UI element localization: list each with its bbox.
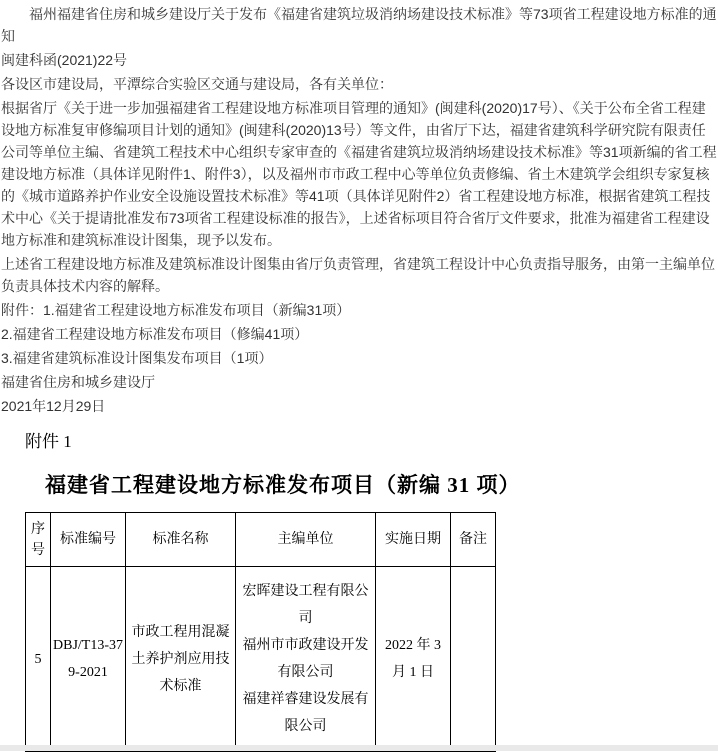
attachment-line-2: 2.福建省工程建设地方标准发布项目（修编41项） — [1, 326, 309, 342]
issue-date: 2021年12月29日 — [1, 398, 106, 414]
notice-title: 福州福建省住房和城乡建设厅关于发布《福建省建筑垃圾消纳场建设技术标准》等73项省工程建设地方标准的通知 — [1, 6, 717, 44]
doc-number: 闽建科函(2021)22号 — [1, 52, 128, 68]
body-paragraph-1: 根据省厅《关于进一步加强福建省工程建设地方标准项目管理的通知》(闽建科(2020)17号）、《关于公布全省工程建设地方标准复审修编项目计划的通知》(闽建科(2020)13号）等文件，由省厅下达，福建省建筑科学研究院有限责任公司等单位主编、省建筑工程技术中心组织专家审查的《福建省建筑垃圾消纳场建设技术标准》等31项新编的省工程建设地方标准（具体详见附件1、附件3），以及福州市市政工程中心等单位负责修编、省土木建筑学会组织专家复核的《城市道路养护作业安全设施设置技术标准》等41项（具体详见附件2）省工程建设地方标准，根据省建筑工程技术中心《关于提请批准发布73项省工程建设标准的报告》，上述省标项目符合省厅文件要求，批准为福建省工程建设地方标准和建筑标准设计图集，现予以发布。 — [1, 100, 717, 248]
attachment-line-3: 3.福建省建筑标准设计图集发布项目（1项） — [1, 350, 273, 366]
cell-standard-name: 市政工程用混凝土养护剂应用技术标准 — [126, 567, 236, 752]
header-remark: 备注 — [451, 513, 496, 567]
issuer: 福建省住房和城乡建设厅 — [1, 374, 155, 390]
cell-chief-editor-units — [236, 567, 376, 752]
attachment-1-label: 附件 1 — [25, 432, 72, 451]
attachment-1-section — [0, 427, 718, 752]
header-standard-name: 标准名称 — [126, 513, 236, 567]
chief-editor-unit: 福建祥睿建设发展有限公司 — [242, 692, 369, 734]
cell-implementation-date: 2022 年 3 月 1 日 — [376, 567, 451, 752]
standards-table — [25, 512, 496, 752]
bottom-strip — [0, 745, 718, 751]
attachment-line-1: 附件：1.福建省工程建设地方标准发布项目（新编31项） — [1, 302, 351, 318]
header-implementation-date: 实施日期 — [376, 513, 451, 567]
salutation: 各设区市建设局，平潭综合实验区交通与建设局，各有关单位： — [1, 76, 393, 92]
header-chief-editor-unit: 主编单位 — [236, 513, 376, 567]
chief-editor-unit: 宏晖建设工程有限公司 — [242, 584, 369, 626]
cell-remark — [451, 567, 496, 752]
table-row — [26, 567, 496, 752]
header-seq: 序号 — [26, 513, 51, 567]
attachment-1-table-title: 福建省工程建设地方标准发布项目（新编 31 项） — [45, 473, 521, 497]
body-paragraph-2: 上述省工程建设地方标准及建筑标准设计图集由省厅负责管理，省建筑工程设计中心负责指导服务，由第一主编单位负责具体技术内容的解释。 — [1, 256, 715, 294]
cell-standard-number: DBJ/T13-379-2021 — [51, 567, 126, 752]
cell-seq: 5 — [26, 567, 51, 752]
chief-editor-unit: 福州市市政建设开发有限公司 — [242, 638, 369, 680]
table-header-row — [26, 513, 496, 567]
header-standard-number: 标准编号 — [51, 513, 126, 567]
